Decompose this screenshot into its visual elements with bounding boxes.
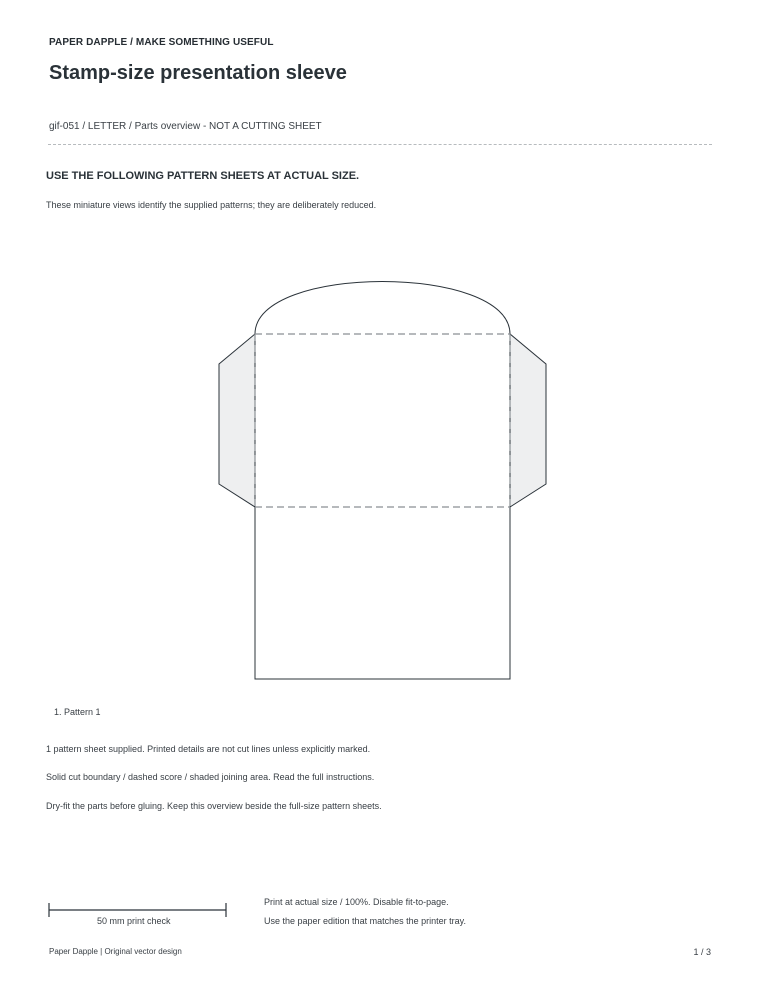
- header-divider: [48, 144, 712, 145]
- page-title: Stamp-size presentation sleeve: [49, 62, 347, 84]
- note-sheets: 1 pattern sheet supplied. Printed details are not cut lines unless explicitly marked.: [46, 744, 371, 754]
- print-instruction: Print at actual size / 100%. Disable fit-to-page.: [264, 897, 449, 907]
- scale-label: 50 mm print check: [97, 916, 171, 926]
- note-legend: Solid cut boundary / dashed score / shaded joining area. Read the full instructions.: [46, 772, 375, 782]
- paper-instruction: Use the paper edition that matches the printer tray.: [264, 916, 466, 926]
- page-number: 1 / 3: [693, 947, 711, 957]
- instructions-intro: These miniature views identify the supplied patterns; they are deliberately reduced.: [46, 200, 377, 210]
- footer-credit: Paper Dapple | Original vector design: [49, 947, 182, 956]
- top-flap: [255, 282, 510, 335]
- right-glue-tab: [510, 334, 546, 507]
- sheet-meta: gif-051 / LETTER / Parts overview - NOT A CUTTING SHEET: [49, 121, 322, 132]
- note-dry-fit: Dry-fit the parts before gluing. Keep this overview beside the full-size pattern sheets.: [46, 801, 382, 811]
- brand-line: PAPER DAPPLE / MAKE SOMETHING USEFUL: [49, 37, 274, 48]
- score-lines: [255, 334, 510, 507]
- instructions-heading: USE THE FOLLOWING PATTERN SHEETS AT ACTUAL SIZE.: [46, 170, 360, 182]
- pattern-caption: 1. Pattern 1: [54, 707, 101, 717]
- sleeve-pattern-diagram: [218, 264, 548, 682]
- left-glue-tab: [219, 334, 255, 507]
